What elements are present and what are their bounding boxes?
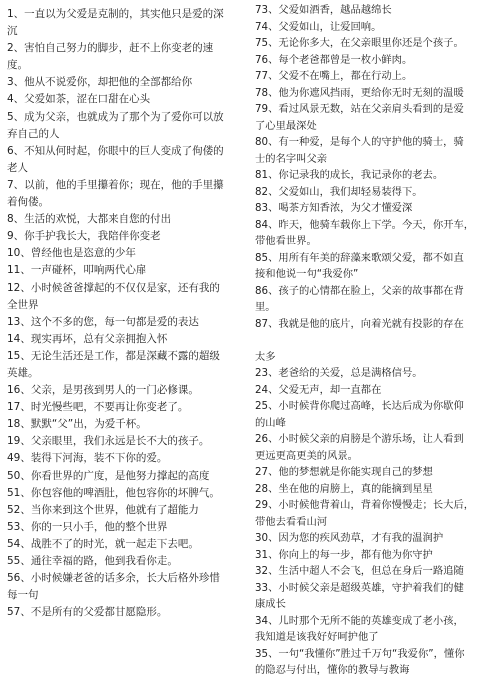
quote-line: 沉 [7, 25, 18, 38]
quote-line: 55、通往幸福的路，他到我看你走。 [7, 555, 178, 567]
quote-line: 英雄。 [7, 366, 39, 379]
quote-line: 56、小时候嫌老爸的话多余，长大后格外珍惜 [7, 572, 220, 585]
quote-line: 2、害怕自己努力的脚步，赶不上你变老的速 [7, 42, 214, 55]
quote-line: 19、父亲眼里，我们永远是长不大的孩子。 [7, 435, 210, 448]
quote-line: 50、你看世界的广度，是他努力撑起的高度 [7, 469, 210, 482]
quote-line: 10、曾经他也是恣意的少年 [7, 247, 136, 260]
quote-line: 53、你的一只小手，他的整个世界 [7, 520, 168, 533]
quote-line: 的山峰 [255, 416, 286, 429]
quote-line: 49、装得下河海，装不下你的爱。 [7, 452, 168, 465]
quote-line: 33、小时候父亲是超级英雄，守护着我们的健 [255, 581, 464, 594]
quote-line: 77、父爱不在嘴上，都在行动上。 [255, 70, 413, 82]
quote-line: 接和他说一句“我爱你” [255, 268, 359, 280]
quote-line: 8、生活的欢悦，大都来自您的付出 [7, 213, 172, 226]
quote-line: 7、以前，他的手里攥着你；现在，他的手里攥 [7, 178, 224, 191]
quote-line: 全世界 [7, 298, 39, 311]
quote-line: 带他看世界。 [255, 235, 317, 247]
quote-line: 27、他的梦想就是你能实现自己的梦想 [255, 466, 433, 478]
quote-line: 24、父爱无声，却一直都在 [255, 383, 382, 396]
quote-line: 康成长 [255, 598, 286, 610]
quote-line: 每一句 [7, 589, 39, 602]
quote-line: 了心里最深处 [255, 119, 317, 132]
quote-line: 30、因为您的疾风劲草，才有我的温润护 [255, 532, 444, 544]
quote-line: 35、一句“我懂你”胜过千万句“我爱你”，懂你 [255, 647, 465, 660]
quote-line: 14、现实再坏，总有父亲拥抱入怀 [7, 332, 168, 345]
quote-line: 82、父爱如山，我们却轻易装得下。 [255, 185, 423, 198]
quote-line: 78、他为你遮风挡雨，更给你无时无刻的温暖 [255, 86, 464, 99]
quote-line: 11、一声碰杯，叩响两代心扉 [7, 264, 147, 277]
quote-line: 12、小时候爸爸撑起的不仅仅是家，还有我的 [7, 281, 220, 294]
quote-line: 51、你包容他的啤酒肚，他包容你的坏脾气。 [7, 486, 220, 499]
quote-line [255, 332, 495, 349]
quote-line: 26、小时候父亲的肩膀是个游乐场，让人看到 [255, 433, 464, 445]
quote-line: 54、战胜不了的时光，就一起走下去吧。 [7, 537, 199, 550]
quote-line: 13、这个不多的您，每一句都是爱的表达 [7, 315, 199, 328]
quote-line: 34、儿时那个无所不能的英雄变成了老小孩， [255, 614, 464, 627]
quote-line: 带他去看看山河 [255, 515, 328, 528]
quote-line: 18、默默“父”出，为爱千杯。 [7, 418, 147, 431]
quote-line: 17、时光慢些吧，不要再让你变老了。 [7, 401, 189, 414]
quote-line: 87、我就是他的底片，向着光就有投影的存在 [255, 317, 464, 330]
quote-line: 73、父爱如酒香，越品越绵长 [255, 4, 392, 16]
quote-line: 3、他从不说爱你，却把他的全部都给你 [7, 76, 193, 89]
quote-line: 4、父爱如茶，涩在口甜在心头 [7, 93, 151, 106]
quote-line: 84、昨天，他骑车载你上下学。今天，你开车， [255, 218, 475, 231]
right-quote-column [255, 2, 495, 676]
left-quote-column [7, 6, 249, 619]
quote-line: 57、不是所有的父爱都甘愿隐形。 [7, 606, 168, 619]
quote-line: 32、生活中超人不会飞，但总在身后一路追随 [255, 565, 464, 577]
quote-line: 我知道是该我好好呵护他了 [255, 631, 379, 643]
quote-line: 1、一直以为父爱是克制的，其实他只是爱的深 [7, 8, 224, 20]
quote-line: 15、无论生活还是工作，都是深藏不露的超级 [7, 349, 220, 362]
quote-line: 士的名字叫父亲 [255, 152, 328, 165]
quote-line: 太多 [255, 350, 276, 363]
quote-line: 52、当你来到这个世界，他就有了超能力 [7, 503, 199, 516]
quote-line: 着佝偻。 [7, 196, 49, 209]
quote-line: 74、父爱如山，让爱回响。 [255, 20, 382, 33]
quote-line: 81、你记录我的成长，我记录你的老去。 [255, 169, 444, 181]
quote-line: 6、不知从何时起，你眼中的巨人变成了佝偻的 [7, 144, 224, 157]
quote-line: 83、喝茶方知香浓，为父才懂爱深 [255, 202, 413, 214]
quote-line: 里。 [255, 301, 276, 313]
quote-line: 31、你向上的每一步，都有他为你守护 [255, 548, 433, 561]
quote-line: 23、老爸给的关爱，总是满格信号。 [255, 367, 423, 379]
quote-line: 度。 [7, 59, 28, 72]
quote-line: 的隐忍与付出，懂你的教导与教诲 [255, 664, 410, 676]
quote-line: 25、小时候背你爬过高峰，长达后成为你歇仰 [255, 400, 464, 412]
quote-line: 80、有一种爱，是每个人的守护他的骑士，骑 [255, 136, 464, 148]
quote-line: 85、用所有年美的辞藻来歌颂父爱，都不如直 [255, 251, 464, 264]
quote-line: 老人 [7, 161, 28, 174]
quote-line: 75、无论你多大，在父亲眼里你还是个孩子。 [255, 37, 464, 49]
quote-line: 79、看过风景无数，站在父亲肩头看到的是爱 [255, 103, 464, 115]
quote-line: 弃自己的人 [7, 127, 60, 140]
quote-line: 86、孩子的心情都在脸上，父亲的故事都在背 [255, 284, 464, 297]
quote-line: 5、成为父亲，也就成为了那个为了爱你可以放 [7, 110, 224, 123]
quote-line: 9、你手护我长大，我陪伴你变老 [7, 230, 161, 243]
quote-line: 更远更高更美的风景。 [255, 449, 358, 462]
quote-line: 29、小时候他背着山，背着你慢慢走；长大后， [255, 499, 475, 511]
quote-line: 28、坐在他的肩膀上，真的能摘到星星 [255, 482, 433, 495]
quote-line: 76、每个老爸都曾是一枚小鲜肉。 [255, 53, 413, 66]
quote-line: 16、父亲，是男孩到男人的一门必修课。 [7, 384, 199, 397]
